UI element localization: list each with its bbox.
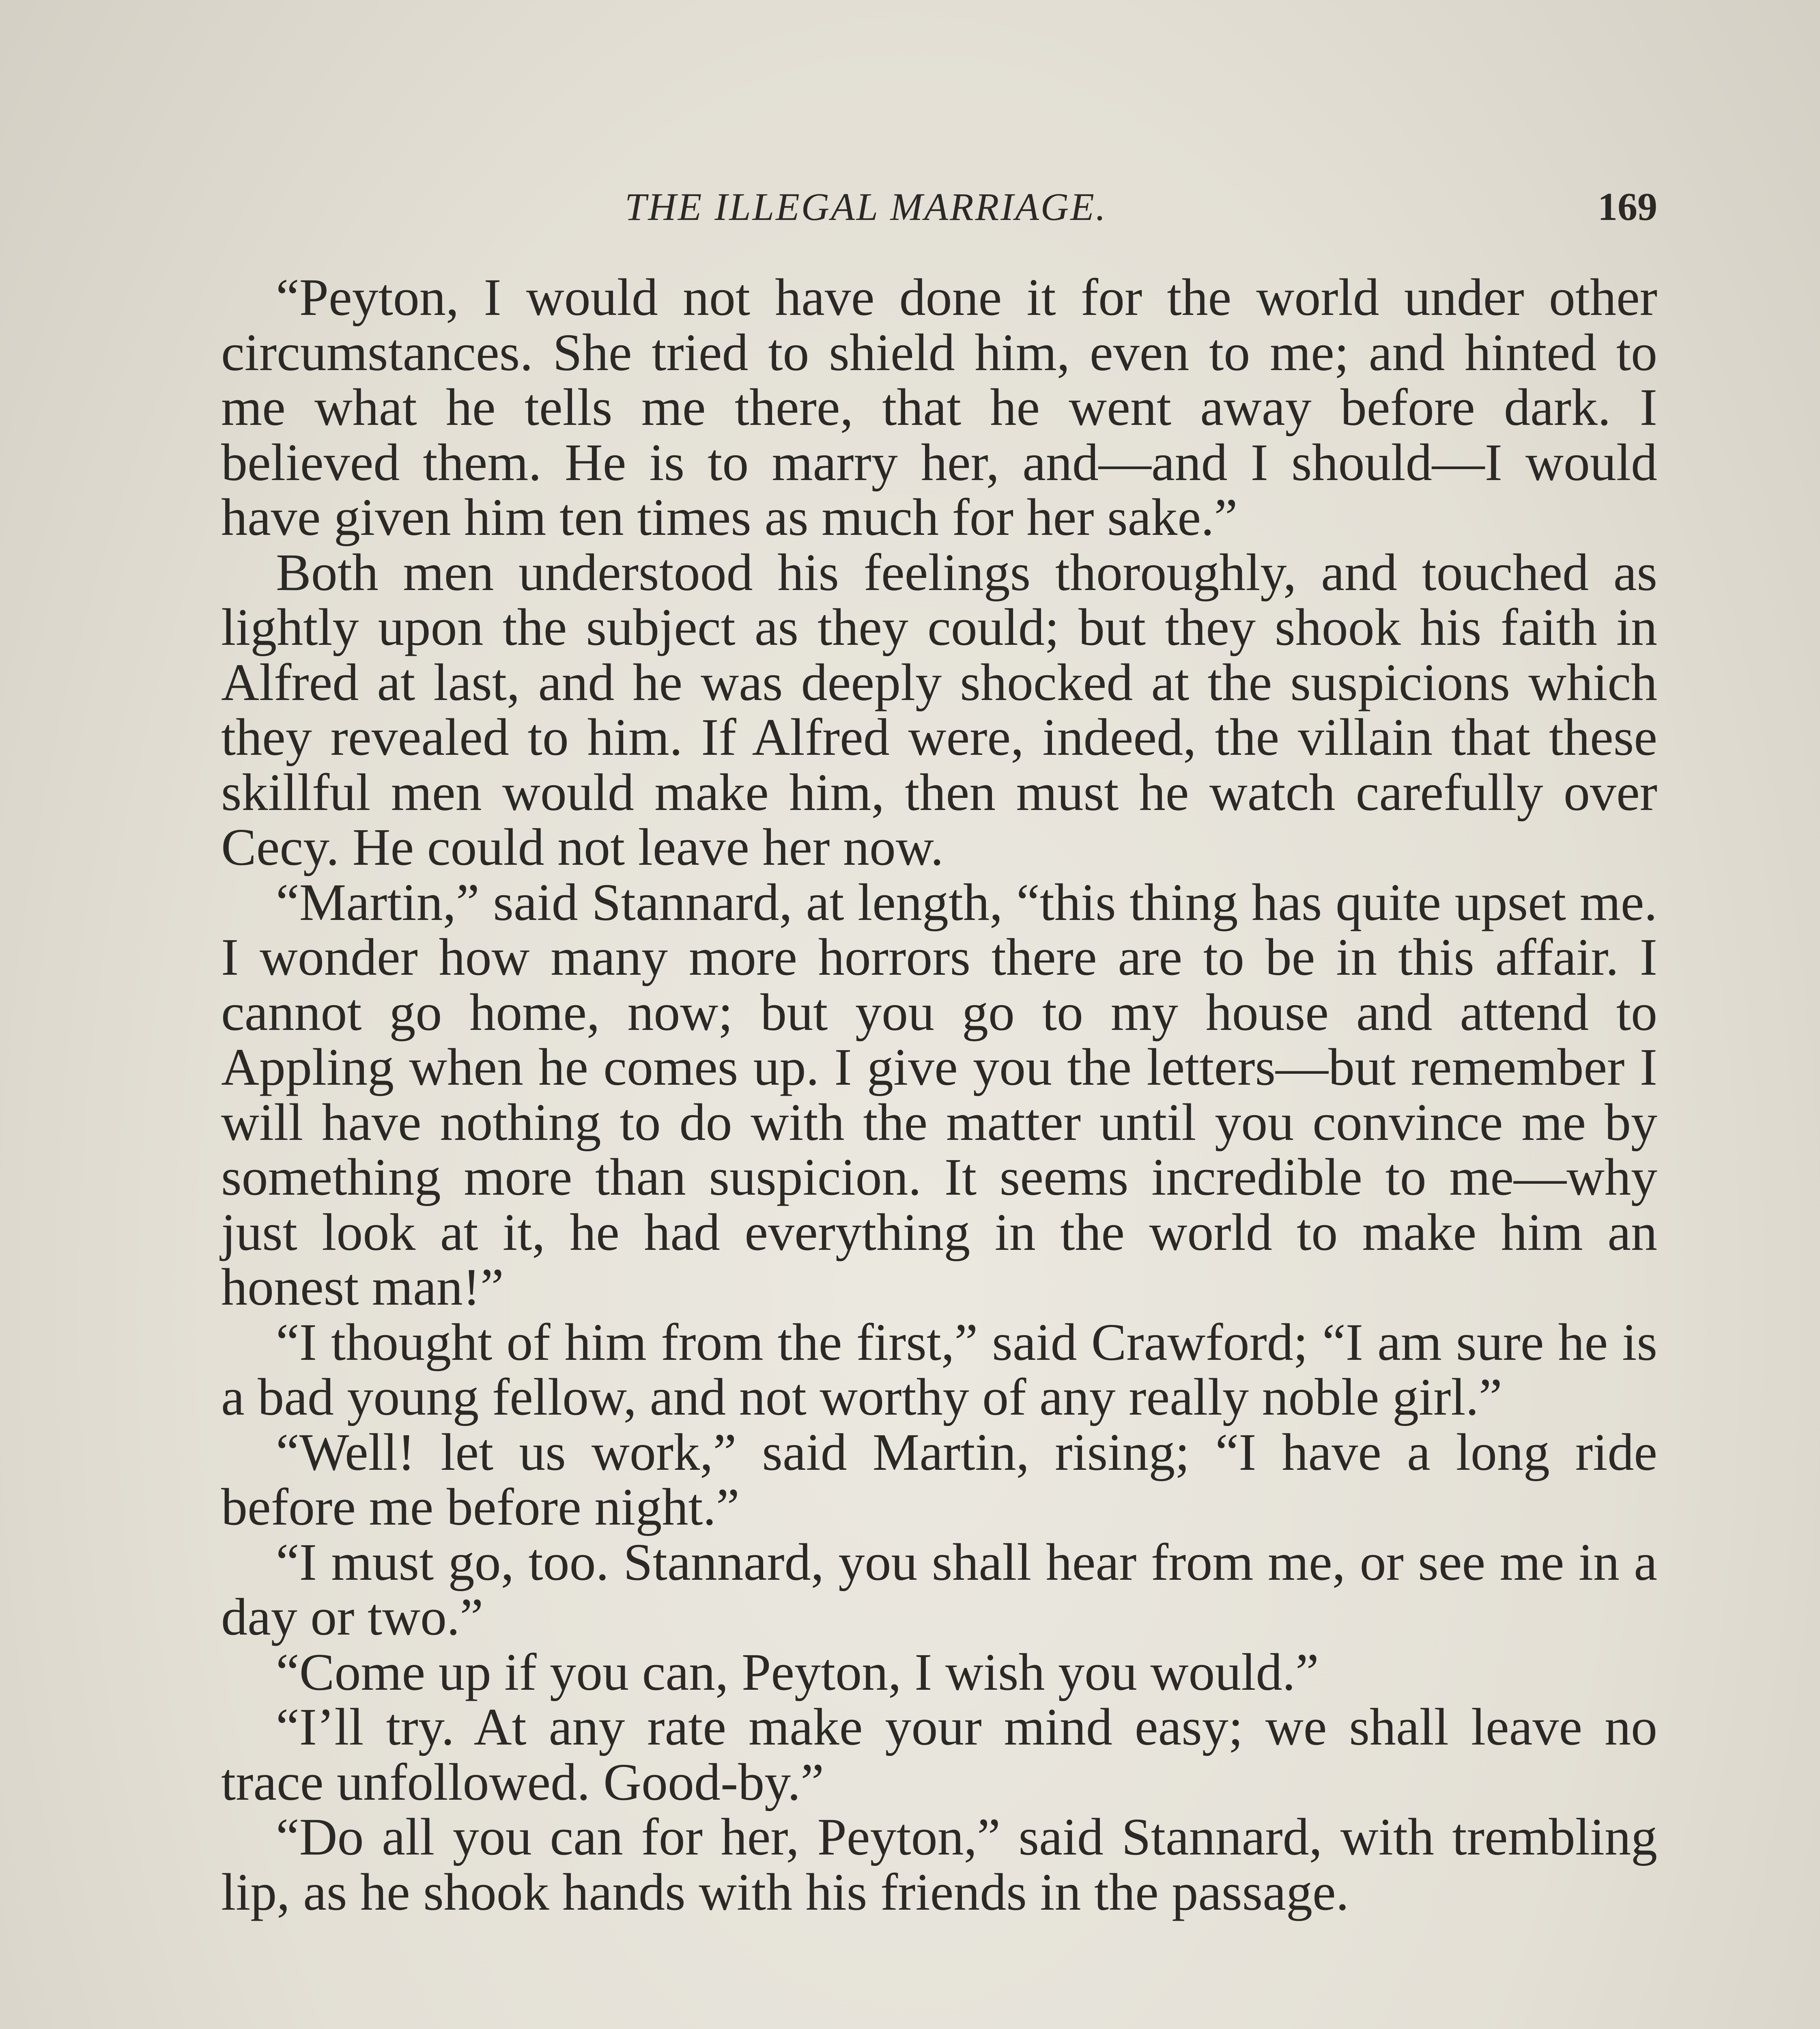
body-text — [221, 270, 1657, 1920]
paragraph: Both men understood his feelings thoroughly, and touched as lightly upon the subject as they could; but they shook his faith in Alfred at last, and he was deeply shocked at the suspicions which they revealed to him. If Alfred were, indeed, the villain that these skillful men would make him, then must he watch carefully over Cecy. He could not leave her now. — [221, 543, 1657, 877]
page-header — [221, 174, 1657, 239]
paragraph: “Martin,” said Stannard, at length, “this thing has quite upset me. I wonder how many more horrors there are to be in this affair. I cannot go home, now; but you go to my house and attend to Appling when he comes up. I give you the letters—but remember I will have nothing to do with the matter until you convince me by something more than suspicion. It seems incredible to me—why just look at it, he had everything in the world to make him an honest man!” — [221, 873, 1657, 1316]
paragraph: “I must go, too. Stannard, you shall hear from me, or see me in a day or two.” — [221, 1533, 1657, 1646]
paragraph: “Peyton, I would not have done it for the world under other circumstances. She tried to shield him, even to me; and hinted to me what he tells me there, that he went away before dark. I believed them. He is to marry her, and—and I should—I would have given him ten times as much for her sake.” — [221, 268, 1657, 547]
paragraph: “Do all you can for her, Peyton,” said Stannard, with trembling lip, as he shook hands with his friends in the passage. — [221, 1808, 1657, 1921]
paragraph: “I thought of him from the first,” said Crawford; “I am sure he is a bad young fellow, and not worthy of any really noble girl.” — [221, 1313, 1657, 1426]
paragraph: “I’ll try. At any rate make your mind easy; we shall leave no trace unfollowed. Good-by.” — [221, 1698, 1657, 1811]
paragraph: “Come up if you can, Peyton, I wish you would.” — [276, 1643, 1319, 1702]
paragraph: “Well! let us work,” said Martin, rising; “I have a long ride before me before night.” — [221, 1423, 1657, 1536]
page-number: 169 — [1598, 185, 1657, 229]
running-head: THE ILLEGAL MARRIAGE. — [625, 185, 1107, 228]
